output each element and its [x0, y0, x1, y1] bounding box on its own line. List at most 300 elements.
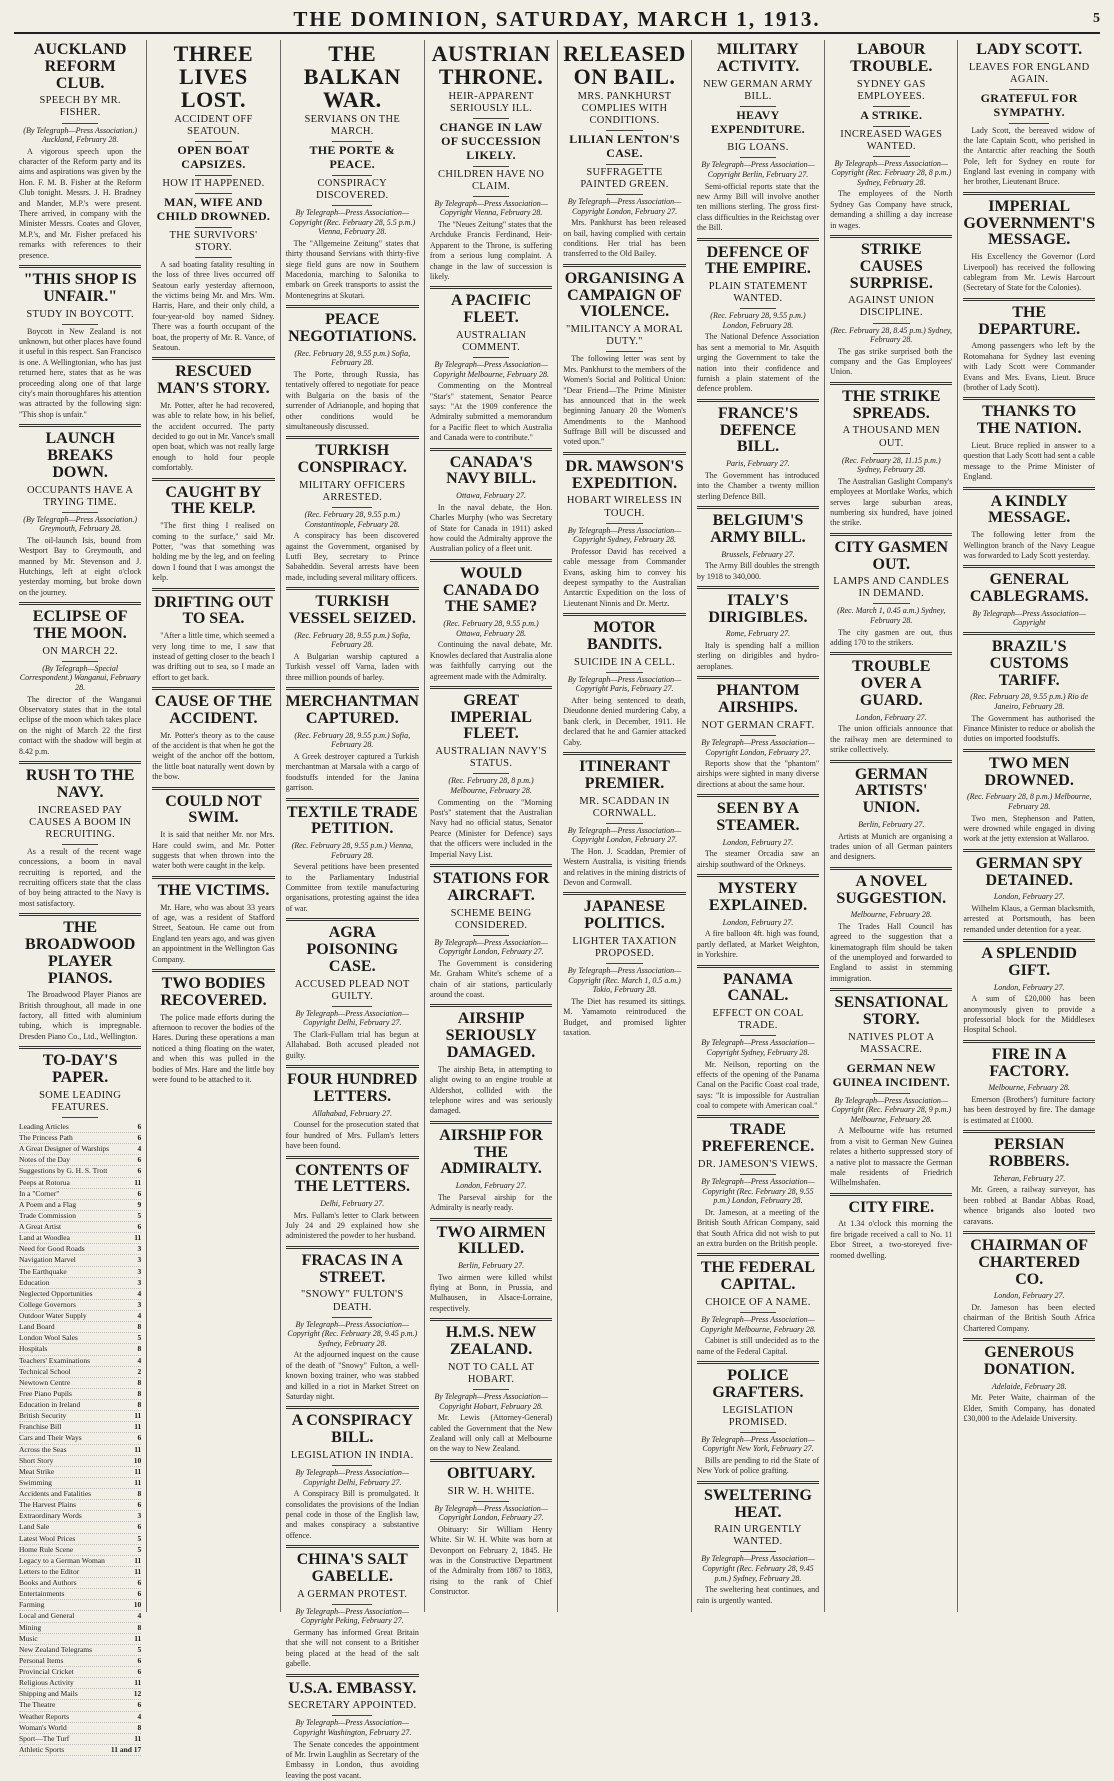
article-headline: THE BALKAN WAR.: [303, 41, 401, 113]
contents-item: [19, 1389, 141, 1400]
article-divider: [697, 586, 819, 589]
article-body: The oil-launch Isis, bound from Westport Bay to Greymouth, and manned by Mr. Stevenson and J. Hutchings, left at eight o'clock yesterday morning, but broke down on the journey.: [19, 535, 142, 597]
news-article: [152, 876, 274, 965]
newspaper-masthead: [14, 6, 1100, 34]
article-body: The Army Bill doubles the strength by 1918 to 340,000.: [696, 561, 820, 581]
article-deck: NOT GERMAN CRAFT.: [697, 720, 819, 736]
article-dateline: By Telegraph—Press Association—Copyright (Rec. February 28, 9 p.m.) Melbourne, February 28.: [831, 1095, 952, 1124]
article-dateline: By Telegraph—Press Association—Copyright London, February 27.: [567, 825, 682, 845]
contents-item: [19, 1534, 141, 1545]
article-deck: SECRETARY APPOINTED.: [286, 1700, 419, 1716]
article-dateline: (Rec. February 28, 8 p.m.) Melbourne, February 28.: [966, 792, 1092, 811]
article-headline: DRIFTING OUT TO SEA.: [154, 593, 273, 628]
article-divider: [830, 652, 952, 655]
contents-page: 4: [137, 1711, 142, 1721]
article-headline: ECLIPSE OF THE MOON.: [32, 608, 128, 643]
article-headline: CHINA'S SALT GABELLE.: [296, 1551, 408, 1585]
contents-item: [19, 1144, 141, 1155]
article-dateline: By Telegraph—Press Association—Copyright Sydney, February 28.: [567, 525, 682, 545]
article-body: The "Neues Zeitung" states that the Archduke Francis Ferdinand, Heir-Apparent to the Throne, is suffering from a serious lung complaint. A change in the law of succession is likely.: [429, 220, 553, 281]
article-headline: LABOUR TROUBLE.: [850, 41, 933, 75]
contents-item: [19, 1522, 141, 1533]
article-divider: [286, 587, 419, 590]
article-deck: A STRIKE.: [830, 109, 952, 127]
article-divider: [19, 761, 141, 764]
contents-page: 6: [137, 1667, 142, 1677]
article-body: The director of the Wanganui Observatory states that in the total eclipse of the moon which takes place on the night of March 22 the first contact with the shadow will begin at 8.42 p.m.: [19, 694, 142, 756]
contents-item: [19, 1611, 141, 1622]
article-dateline: (Rec. March 1, 0.45 a.m.) Sydney, February 28.: [837, 606, 946, 626]
article-headline: "THIS SHOP IS UNFAIR.": [23, 271, 137, 305]
contents-page: 5: [137, 1210, 142, 1220]
article-body: Dr. Jameson has been elected chairman of the British South Africa Chartered Company.: [963, 1302, 1095, 1333]
contents-item: [19, 1500, 141, 1511]
article-body: The Senate concedes the appointment of Mr. Irwin Laughlin as Secretary of the Embassy in London, thus avoiding leaving the post vacant.: [285, 1739, 419, 1780]
article-body: Lady Scott, the bereaved widow of the late Captain Scott, who perished in the Antarctic after reaching the South Pole, left for Sydney en route for England last evening in company with her brother, Lieutenant Bruce.: [963, 125, 1095, 187]
article-deck: "MILITANCY A MORAL DUTY.": [563, 324, 686, 352]
article-headline: STRIKE CAUSES SURPRISE.: [849, 240, 933, 292]
contents-item: [19, 1567, 141, 1578]
contents-page: 11: [134, 1422, 142, 1432]
news-article: [430, 1459, 552, 1598]
news-article: [152, 478, 274, 584]
article-body: At the adjourned inquest on the cause of the death of "Snowy" Fulton, a well-known boxing trainer, who was stabbed and killed in a riot in Market Street on Saturday night.: [285, 1350, 419, 1401]
contents-label: In a "Corner": [19, 1188, 60, 1198]
article-dateline: By Telegraph—Press Association—Copyright (Rec. February 28, 9.55 p.m.) London, February 28.: [701, 1177, 815, 1206]
article-divider: [963, 487, 1095, 490]
article-dateline: By Telegraph—Press Association—Copyright Sydney, February 28.: [701, 1038, 815, 1057]
article-body: His Excellency the Governor (Lord Liverpool) has received the following cablegram from Mr. Lewis Harcourt (Secretary of State for the Colonies).: [963, 252, 1095, 293]
article-divider: [19, 913, 141, 916]
article-body: Cabinet is still undecided as to the name of the Federal Capital.: [696, 1336, 820, 1356]
article-divider: [697, 794, 819, 797]
article-divider: [286, 1674, 419, 1677]
article-dateline: London, February 27.: [722, 837, 794, 847]
article-divider: [19, 1046, 141, 1049]
article-headline: PEACE NEGOTIATIONS.: [288, 311, 417, 346]
contents-page: 4: [137, 1144, 142, 1154]
article-body: Continuing the naval debate, Mr. Knowles declared that Australia alone was faithfully carrying out the agreement made with the Admiralty.: [429, 640, 553, 681]
article-deck: LEGISLATION IN INDIA.: [286, 1450, 419, 1466]
article-body: Two men, Stephenson and Patten, were drowned while engaged in diving work at the jetty extension at Wallaroo.: [963, 813, 1095, 844]
article-divider: [963, 1130, 1095, 1133]
article-headline: TWO BODIES RECOVERED.: [160, 974, 267, 1009]
article-divider: [152, 687, 274, 690]
article-dateline: (By Telegraph—Special Correspondent.) Wanganui, February 28.: [19, 663, 141, 693]
news-article: [152, 42, 274, 353]
article-body: At 1.34 o'clock this morning the fire brigade received a call to No. 11 Ebor Street, a two-storeyed five-roomed dwelling.: [830, 1219, 953, 1260]
contents-item: [19, 1445, 141, 1456]
article-deck: NOT TO CALL AT HOBART.: [430, 1362, 552, 1390]
article-divider: [563, 452, 686, 455]
news-article: [152, 787, 274, 872]
contents-item: [19, 1244, 141, 1255]
news-article: [830, 382, 952, 529]
article-dateline: By Telegraph—Press Association—Copyright Berlin, February 27.: [701, 160, 815, 179]
contents-item: [19, 1734, 141, 1745]
contents-label: Accidents and Fatalities: [19, 1489, 92, 1499]
contents-item: [19, 1222, 141, 1233]
contents-page: 6: [137, 1433, 142, 1443]
article-headline: SWELTERING HEAT.: [704, 1486, 812, 1521]
contents-page: 11: [134, 1555, 142, 1565]
article-body: Professor David has received a cable message from Commander Evans, asking him to convey his deepest sympathy to the Australian Antarctic Expedition on the loss of Lieutenant Ninnis and Dr. Mertz.: [563, 546, 686, 608]
article-headline: MYSTERY EXPLAINED.: [708, 880, 808, 915]
contents-item: [19, 1378, 141, 1389]
news-article: [830, 988, 952, 1188]
article-headline: AGRA POISONING CASE.: [306, 924, 399, 975]
contents-label: Education: [19, 1277, 50, 1287]
news-column: [425, 40, 558, 1612]
article-headline: STATIONS FOR AIRCRAFT.: [432, 869, 550, 904]
news-article: [563, 264, 686, 448]
news-article: [430, 1218, 552, 1315]
contents-page: 8: [137, 1377, 142, 1387]
article-headline: SEEN BY A STEAMER.: [716, 800, 800, 835]
article-deck: HOBART WIRELESS IN TOUCH.: [563, 495, 686, 523]
article-deck: LILIAN LENTON'S CASE.: [563, 133, 686, 165]
article-divider: [963, 939, 1095, 942]
article-body: "The first thing I realised on coming to the surface," said Mr. Potter, "was that something was holding me by the leg, and on feeling down I found that I was amongst the kelp.: [152, 521, 275, 583]
article-dateline: Berlin, February 27.: [858, 819, 925, 829]
article-headline: TO-DAY'S PAPER.: [42, 1052, 118, 1087]
contents-page: 8: [137, 1489, 142, 1499]
article-deck: CHILDREN HAVE NO CLAIM.: [430, 169, 552, 197]
article-divider: [697, 1481, 819, 1484]
article-divider: [430, 864, 552, 867]
contents-page: 3: [137, 1511, 142, 1521]
article-body: Mr. Potter, after he had recovered, was able to relate how, in his belief, the accident occurred. The party decided to go out in Mr. Vance's small open boat, which was not really large enough to hold four people comfortably.: [152, 400, 275, 473]
article-headline: TURKISH VESSEL SEIZED.: [288, 593, 416, 628]
news-article: [152, 687, 274, 783]
news-column: [14, 40, 147, 1754]
article-divider: [430, 686, 552, 689]
contents-page: 11: [134, 1444, 142, 1454]
article-dateline: (Rec. February 28, 9.55 p.m.) London, February 28.: [710, 311, 806, 330]
newspaper-columns: [14, 40, 1100, 1780]
article-dateline: By Telegraph—Press Association—Copyright London, February 27.: [567, 197, 682, 216]
contents-item: [19, 1456, 141, 1467]
article-body: Artists at Munich are organising a trades union of all German painters and designers.: [830, 831, 953, 862]
news-article: [430, 1121, 552, 1214]
article-headline: FRANCE'S DEFENCE BILL.: [717, 404, 798, 456]
contents-page: 11: [134, 1633, 142, 1643]
article-body: A Greek destroyer captured a Turkish merchantman at Marsala with a cargo of foodstuffs intended for the Janina garrison.: [285, 751, 419, 793]
article-headline: A CONSPIRACY BILL.: [291, 1412, 413, 1447]
article-deck: LIGHTER TAXATION PROPOSED.: [563, 936, 686, 964]
news-article: [286, 1246, 419, 1402]
contents-item: [19, 1311, 141, 1322]
article-deck: CONSPIRACY DISCOVERED.: [286, 178, 419, 206]
contents-item: [19, 1489, 141, 1500]
article-body: Lieut. Bruce replied in answer to a question that Lady Scott had sent a cable message to the Prime Minister of England.: [963, 440, 1095, 482]
news-article: [830, 760, 952, 863]
news-article: [830, 235, 952, 378]
article-deck: DR. JAMESON'S VIEWS.: [697, 1159, 819, 1175]
news-article: [697, 1115, 819, 1249]
contents-item: [19, 1645, 141, 1656]
news-article: [697, 676, 819, 790]
news-article: [430, 448, 552, 555]
news-article: [963, 565, 1095, 628]
article-divider: [830, 867, 952, 870]
contents-label: Latest Wool Prices: [19, 1533, 76, 1543]
article-divider: [563, 752, 686, 755]
article-body: The city gasmen are out, thus adding 170 to the strikers.: [830, 627, 953, 648]
article-body: The Diet has resumed its sittings. M. Yamamoto reintroduced the Budget, and promised lighter taxation.: [563, 996, 686, 1038]
contents-page: 8: [137, 1622, 142, 1632]
article-headline: GREAT IMPERIAL FLEET.: [450, 691, 532, 743]
article-body: Mr. Peter Waite, chairman of the Elder, Smith Company, has donated £30,000 to the Adelaide University.: [963, 1393, 1095, 1424]
news-article: [697, 1361, 819, 1477]
article-headline: CITY FIRE.: [848, 1198, 935, 1216]
article-body: The Government is considering Mr. Graham White's scheme of a chain of air stations, particularly around the coast.: [429, 958, 553, 1000]
news-article: [963, 397, 1095, 482]
contents-page: 6: [137, 1700, 142, 1710]
article-dateline: (Rec. February 28, 11.15 p.m.) Sydney, February 28.: [841, 455, 941, 475]
contents-label: Peeps at Rotorua: [19, 1177, 70, 1187]
news-article: [963, 192, 1095, 294]
contents-page: 6: [137, 1121, 142, 1131]
contents-item: [19, 1356, 141, 1367]
article-deck: A GERMAN PROTEST.: [286, 1589, 419, 1605]
contents-item: [19, 1133, 141, 1144]
article-headline: AUSTRIAN THRONE.: [431, 41, 551, 90]
article-dateline: Melbourne, February 28.: [988, 1083, 1070, 1093]
news-article: [430, 864, 552, 1000]
article-headline: H.M.S. NEW ZEALAND.: [445, 1324, 537, 1359]
article-body: The gas strike surprised both the company and the Gas Employees' Union.: [830, 346, 953, 377]
contents-label: Technical School: [19, 1366, 71, 1376]
article-body: The following letter was sent by Mrs. Pankhurst to the members of the Women's Social and Political Union: "Dear Friend—The Prime Minister has announced that in the week beginning January 20 the Women's Amendments to the Manhood Suffrage Bill will be discussed and voted upon.": [563, 354, 686, 447]
article-divider: [19, 602, 141, 605]
article-body: Obituary: Sir William Henry White. Sir W. H. White was born at Devonport on February 2, 1845. He was in the Constructive Department of the Admiralty from 1867 to 1883, rising to the rank of Chief Constructor.: [429, 1524, 553, 1597]
article-deck: RAIN URGENTLY WANTED.: [697, 1524, 819, 1552]
news-article: [152, 969, 274, 1085]
article-headline: BELGIUM'S ARMY BILL.: [710, 511, 806, 546]
article-dateline: (Rec. February 28, 9.55 p.m.) Sofia, February 28.: [294, 348, 411, 368]
article-deck: BIG LOANS.: [697, 142, 819, 158]
news-article: [286, 42, 419, 301]
article-deck: OCCUPANTS HAVE A TRYING TIME.: [19, 485, 141, 513]
contents-label: London Wool Sales: [19, 1333, 78, 1343]
article-body: Boycott in New Zealand is not unknown, but other places have found it useful in this respect. San Francisco is one. A Wellingtonian, who has just returned here, states that as he was proceeding along one of that large city's main thoroughfares his attention was attracted by the following sign: "This shop is unfair.": [19, 326, 142, 419]
article-body: The union officials announce that the railway men are determined to strike collectively.: [830, 724, 953, 755]
contents-label: Free Piano Pupils: [19, 1388, 72, 1398]
contents-item: [19, 1511, 141, 1522]
news-article: [19, 265, 141, 420]
contents-label: Navigation Marvel: [19, 1255, 76, 1265]
contents-label: Sport—The Turf: [19, 1733, 70, 1743]
news-article: [963, 42, 1095, 188]
article-headline: GENEROUS DONATION.: [983, 1344, 1075, 1378]
article-deck: MRS. PANKHURST COMPLIES WITH CONDITIONS.: [563, 91, 686, 131]
article-divider: [963, 1231, 1095, 1234]
contents-label: The Earthquake: [19, 1266, 67, 1276]
news-article: [963, 1338, 1095, 1424]
article-body: A sum of £20,000 has been anonymously given to provide a professorial block for the Middlesex Hospital School.: [963, 994, 1095, 1035]
news-column: [558, 40, 692, 1612]
contents-label: Swimming: [19, 1477, 52, 1487]
contents-label: Education in Ireland: [19, 1400, 81, 1410]
article-dateline: By Telegraph—Press Association—Copyright Delhi, February 27.: [295, 1467, 409, 1487]
news-article: [286, 1406, 419, 1541]
contents-label: Entertainments: [19, 1589, 65, 1599]
article-divider: [430, 1004, 552, 1007]
contents-item: [19, 1556, 141, 1567]
article-headline: DR. MAWSON'S EXPEDITION.: [565, 457, 684, 492]
news-article: [152, 357, 274, 473]
article-headline: CHAIRMAN OF CHARTERED CO.: [970, 1236, 1089, 1288]
article-dateline: (Rec. February 28, 9.55 p.m.) Constantinople, February 28.: [304, 510, 400, 529]
contents-page: 5: [137, 1333, 142, 1343]
article-headline: FRACAS IN A STREET.: [301, 1251, 403, 1286]
news-article: [697, 874, 819, 960]
article-headline: POLICE GRAFTERS.: [712, 1367, 804, 1401]
news-article: [19, 913, 141, 1042]
contents-label: Teachers' Examinations: [19, 1355, 91, 1365]
article-deck: "SNOWY" FULTON'S DEATH.: [286, 1289, 419, 1317]
news-article: [286, 1156, 419, 1242]
article-body: Bills are pending to rid the State of New York of police grafting.: [696, 1455, 820, 1476]
contents-item: [19, 1478, 141, 1489]
article-body: The "Allgemeine Zeitung" states that thirty thousand Servians with thirty-five siege field guns are now in Southern Macedonia, marching to Salonika to embark on Greek transports to assist the Montenegrins at Skutari.: [285, 238, 419, 300]
article-deck: MAN, WIFE AND CHILD DROWNED.: [152, 196, 274, 228]
article-body: The Porte, through Russia, has tentatively offered to negotiate for peace with Bulgaria on the basis of the surrender of Adrianople, and hoping that other conditions would be simultaneously discussed.: [285, 370, 419, 431]
article-deck: SIR W. H. WHITE.: [430, 1486, 552, 1502]
article-headline: RUSH TO THE NAVY.: [25, 767, 135, 801]
article-body: A conspiracy has been discovered against the Government, organised by Lutfi Bey, secretary to Prince Sabaheddin. Several arrests have been made, including several military officers.: [285, 531, 419, 582]
article-body: The police made efforts during the afternoon to recover the bodies of the Hares. During these operations a man noticed a thing floating on the water, and when this was pulled in the bodies of Mrs. Hare and the little boy were found to be attached to it.: [152, 1012, 275, 1084]
contents-label: Books and Authors: [19, 1578, 77, 1588]
article-divider: [286, 1406, 419, 1409]
news-article: [830, 652, 952, 755]
article-dateline: (Rec. February 28, 9.55 p.m.) Ottawa, February 28.: [443, 619, 539, 638]
contents-page: 8: [137, 1400, 142, 1410]
article-deck: MILITARY OFFICERS ARRESTED.: [286, 480, 419, 508]
article-headline: TEXTILE TRADE PETITION.: [286, 803, 418, 838]
article-divider: [152, 588, 274, 591]
article-divider: [19, 265, 141, 268]
article-dateline: By Telegraph—Press Association—Copyright London, February 27.: [701, 737, 815, 757]
contents-page: 11: [134, 1678, 142, 1688]
contents-item: [19, 1278, 141, 1289]
article-body: Commenting on the "Morning Post's" statement that the Australian Navy had no official status, Senator Pearce (Minister for Defence) says that the officers were included in the Imperial Navy List.: [429, 797, 553, 859]
contents-label: Mining: [19, 1622, 42, 1632]
news-article: [963, 1231, 1095, 1334]
article-dateline: Allahabad, February 27.: [312, 1108, 393, 1118]
contents-label: Meat Strike: [19, 1466, 55, 1476]
news-column: [825, 40, 958, 1612]
article-divider: [830, 382, 952, 385]
contents-label: New Zealand Telegrams: [19, 1644, 93, 1654]
article-deck: STUDY IN BOYCOTT.: [19, 309, 141, 325]
news-article: [19, 602, 141, 757]
article-body: The steamer Orcadia saw an airship southward of the Orkneys.: [696, 849, 820, 869]
article-divider: [963, 849, 1095, 852]
news-article: [963, 1040, 1095, 1126]
contents-item: [19, 1600, 141, 1611]
article-divider: [697, 874, 819, 877]
article-divider: [286, 798, 419, 801]
article-divider: [430, 1459, 552, 1462]
article-headline: JAPANESE POLITICS.: [583, 898, 666, 933]
article-deck: SUFFRAGETTE PAINTED GREEN.: [563, 167, 686, 195]
contents-item: [19, 1578, 141, 1589]
contents-page: 6: [137, 1222, 142, 1232]
article-headline: CONTENTS OF THE LETTERS.: [294, 1161, 411, 1196]
news-article: [830, 42, 952, 231]
article-deck: ACCIDENT OFF SEATOUN.: [152, 114, 274, 142]
contents-item: [19, 1122, 141, 1133]
news-article: [563, 42, 686, 260]
article-headline: A SPLENDID GIFT.: [981, 945, 1077, 979]
contents-page: 8: [137, 1722, 142, 1732]
article-dateline: London, February 27.: [993, 982, 1065, 992]
article-body: Mrs. Fullam's letter to Clark between July 24 and 29 explained how she administered the powder to her husband.: [285, 1210, 419, 1241]
article-deck: AGAINST UNION DISCIPLINE.: [830, 295, 952, 323]
news-article: [286, 1065, 419, 1151]
article-dateline: By Telegraph—Press Association—Copyright (Rec. March 1, 0.5 a.m.) Tokio, February 28.: [567, 966, 682, 995]
contents-page: 3: [137, 1244, 142, 1254]
contents-label: Notes of the Day: [19, 1155, 71, 1165]
contents-item: [19, 1656, 141, 1667]
contents-label: Extraordinary Words: [19, 1511, 82, 1521]
contents-page: 11: [134, 1411, 142, 1421]
article-divider: [286, 1065, 419, 1068]
article-divider: [430, 286, 552, 289]
article-headline: WOULD CANADA DO THE SAME?: [442, 564, 540, 616]
article-deck: LEGISLATION PROMISED.: [697, 1405, 819, 1433]
article-divider: [286, 687, 419, 690]
article-headline: TROUBLE OVER A GUARD.: [852, 658, 931, 709]
article-headline: ITALY'S DIRIGIBLES.: [708, 591, 808, 626]
news-article: [697, 586, 819, 672]
article-deck: ON MARCH 22.: [19, 646, 141, 662]
article-divider: [286, 1156, 419, 1159]
article-dateline: London, February 27.: [993, 1291, 1065, 1301]
contents-item: [19, 1634, 141, 1645]
article-divider: [830, 235, 952, 238]
contents-item: [19, 1723, 141, 1734]
news-article: [963, 632, 1095, 745]
article-dateline: Delhi, February 27.: [320, 1199, 385, 1209]
article-dateline: London, February 27.: [855, 712, 927, 722]
contents-item: [19, 1678, 141, 1689]
article-divider: [563, 892, 686, 895]
article-headline: TRADE PREFERENCE.: [701, 1121, 815, 1156]
contents-page: 8: [137, 1322, 142, 1332]
article-dateline: Melbourne, February 28.: [850, 910, 932, 920]
article-body: The employees of the North Sydney Gas Company have struck, demanding a shilling a day increase in wages.: [830, 189, 953, 230]
contents-item: [19, 1400, 141, 1411]
news-article: [830, 867, 952, 985]
contents-page: 6: [137, 1155, 142, 1165]
contents-label: Need for Good Roads: [19, 1244, 85, 1254]
article-body: Italy is spending half a million sterling on dirigibles and hydro-aeroplanes.: [696, 641, 820, 671]
news-article: [286, 436, 419, 583]
article-dateline: By Telegraph—Press Association—Copyright Washington, February 27.: [293, 1718, 412, 1737]
contents-page: 3: [137, 1266, 142, 1276]
contents-page: 2: [137, 1366, 142, 1376]
article-headline: THREE LIVES LOST.: [173, 41, 254, 113]
contents-page: 6: [137, 1522, 142, 1532]
article-dateline: (Rec. February 28, 9.55 p.m.) Rio de Janeiro, February 28.: [970, 692, 1089, 712]
news-article: [430, 42, 552, 282]
article-deck: MR. SCADDAN IN CORNWALL.: [563, 796, 686, 824]
article-body: Mr. Neilson, reporting on the effects of the opening of the Panama Canal on the Pacific Coast coal trade, says: "It is impossible for Australian coal to compete with American coal.": [696, 1059, 820, 1111]
article-headline: MILITARY ACTIVITY.: [716, 41, 800, 75]
